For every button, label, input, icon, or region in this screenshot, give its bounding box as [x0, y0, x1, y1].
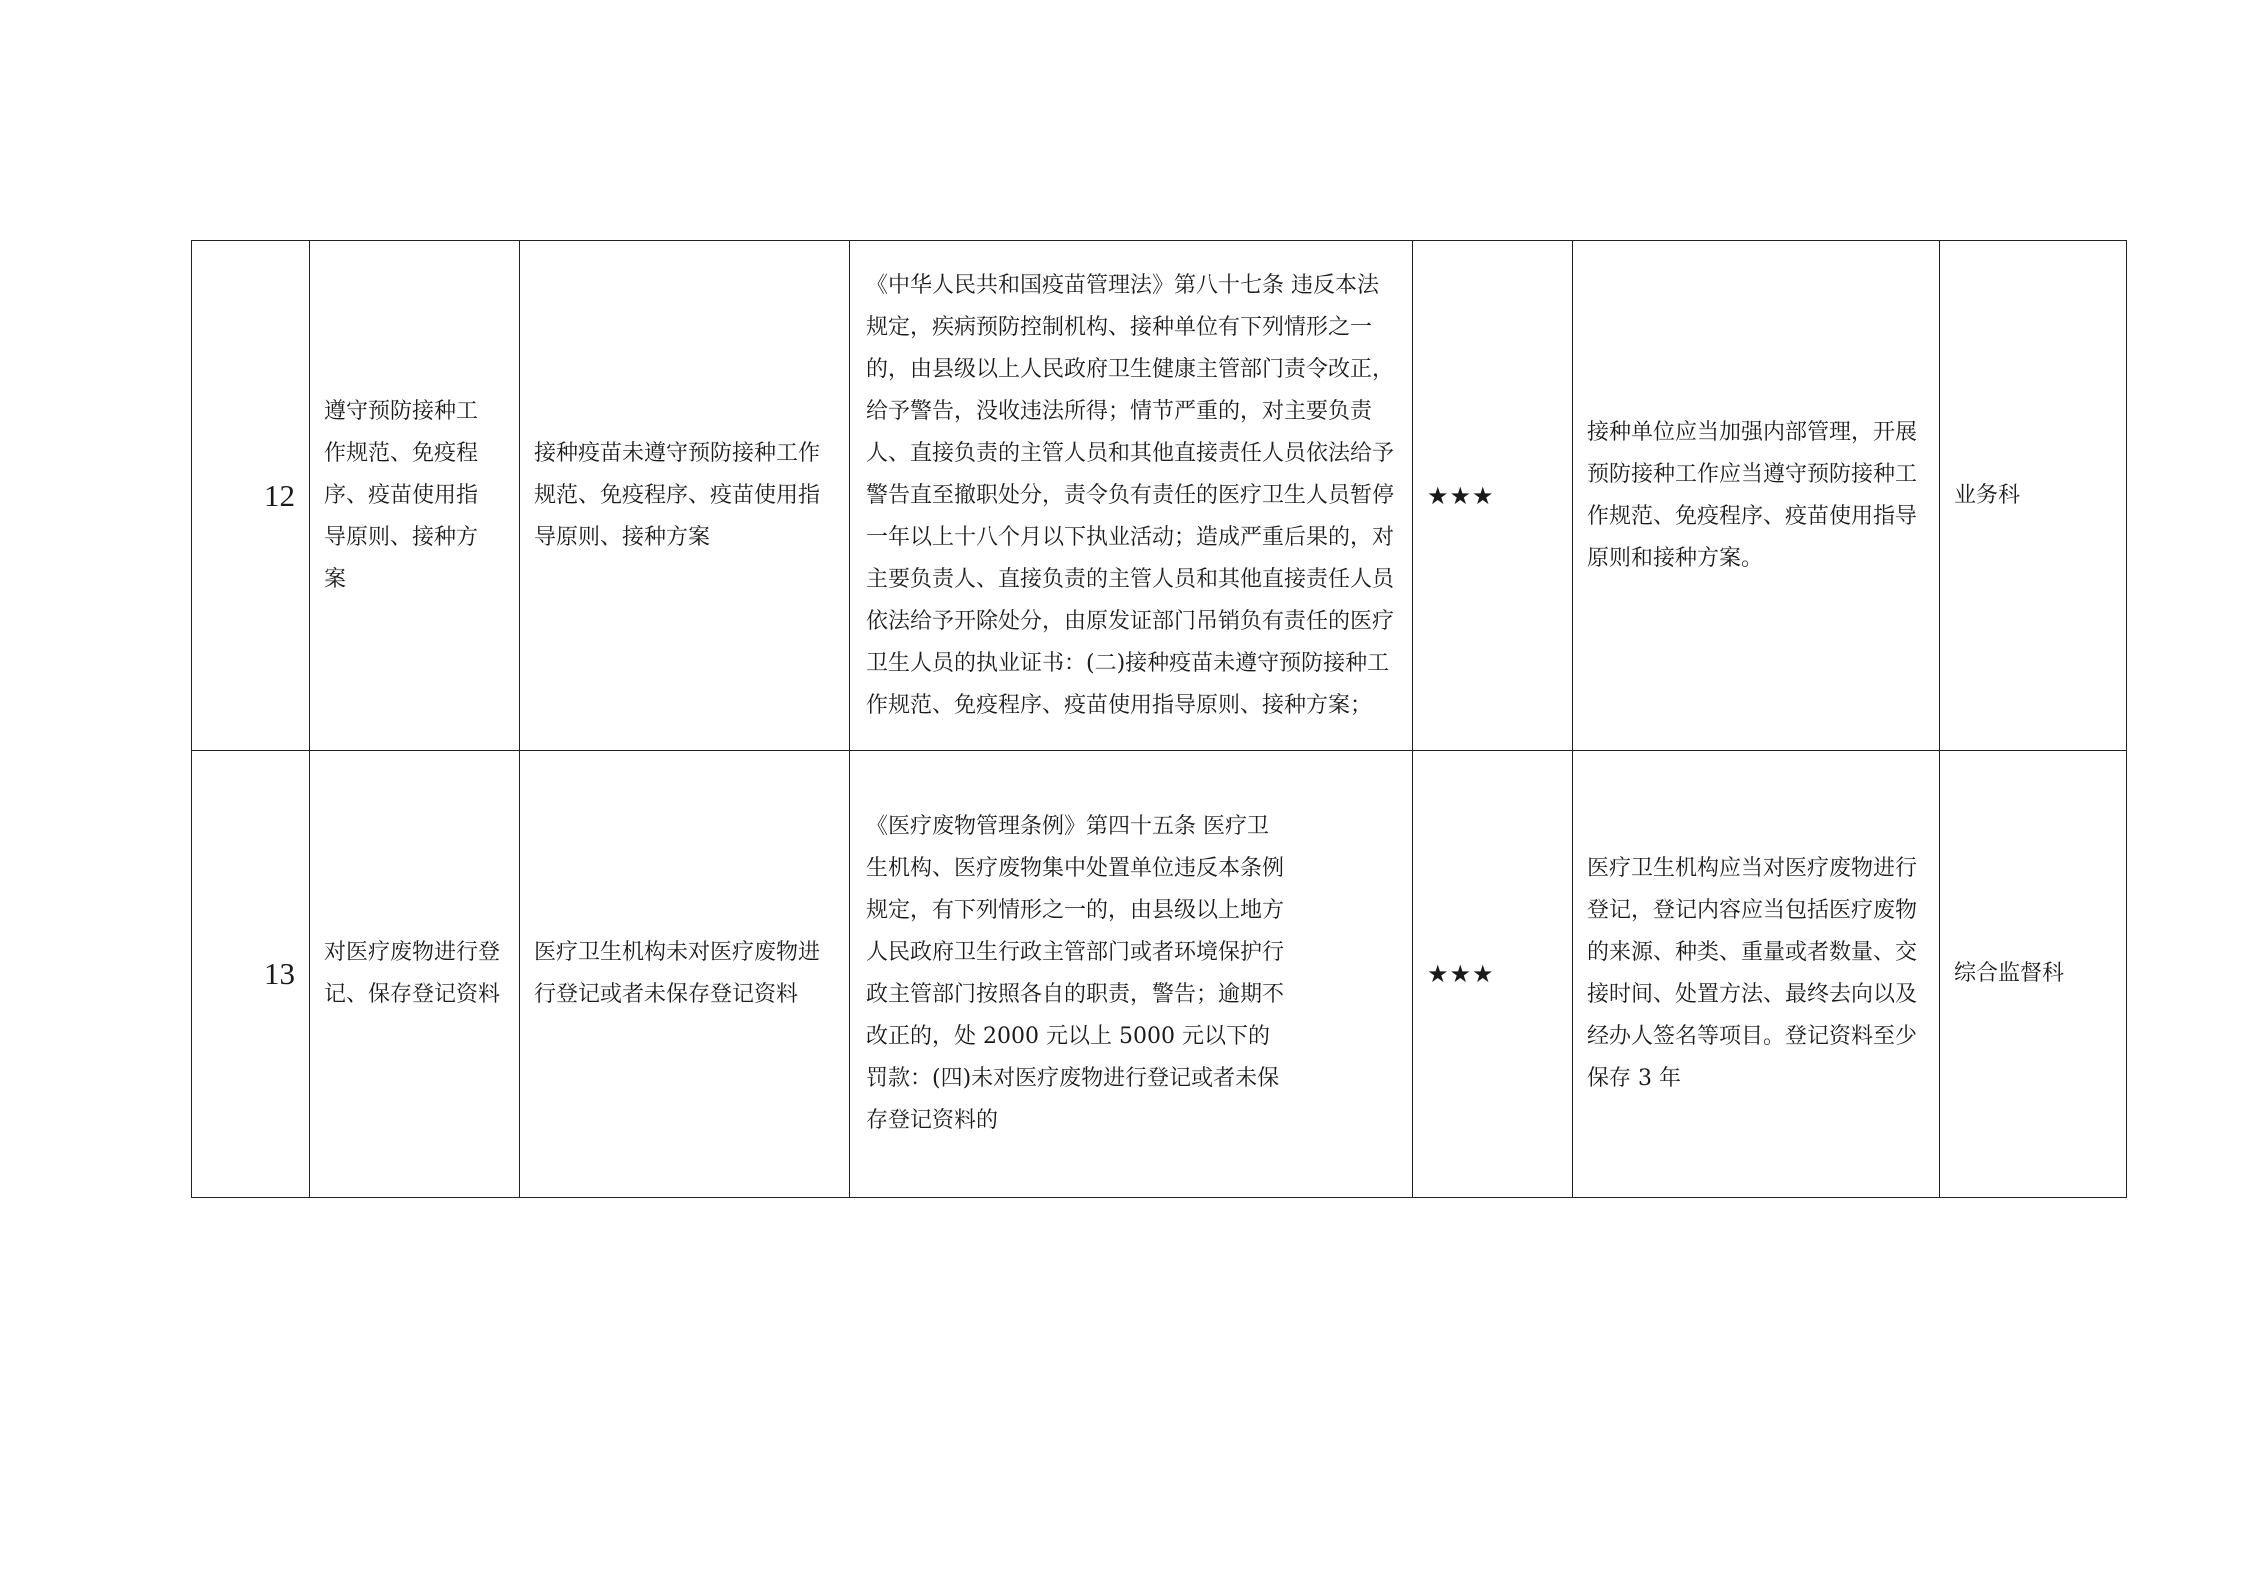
legal-basis-text: 《医疗废物管理条例》第四十五条 医疗卫生机构、医疗废物集中处置单位违反本条例规定，有下列情形之一的，由县级以上地方人民政府卫生行政主管部门或者环境保护行政主管部门按照各自的职责，警告；逾期不改正的，处 2000 元以上 5000 元以下的罚款：(四)未对医疗废物进行登记或者未保存登记资料的	[866, 814, 1285, 1133]
row-number: 13	[192, 751, 310, 1198]
inspection-item-text: 对医疗废物进行登记、保存登记资料	[324, 940, 501, 1007]
responsible-department: 综合监督科	[1940, 751, 2127, 1198]
inspection-item-text: 遵守预防接种工作规范、免疫程序、疫苗使用指导原则、接种方案	[324, 398, 479, 592]
violation-behavior	[520, 241, 850, 751]
violation-behavior-text: 医疗卫生机构未对医疗废物进行登记或者未保存登记资料	[534, 940, 821, 1007]
risk-level-stars: ★★★	[1413, 241, 1573, 751]
inspection-item	[310, 241, 520, 751]
legal-basis	[850, 241, 1413, 751]
table-row	[192, 241, 2127, 751]
compliance-guidance-text: 接种单位应当加强内部管理，开展预防接种工作应当遵守预防接种工作规范、免疫程序、疫苗使用指导原则和接种方案。	[1587, 419, 1918, 571]
risk-level-stars: ★★★	[1413, 751, 1573, 1198]
legal-basis	[850, 751, 1413, 1198]
inspection-item	[310, 751, 520, 1198]
compliance-guidance-text: 医疗卫生机构应当对医疗废物进行登记，登记内容应当包括医疗废物的来源、种类、重量或者数量、交接时间、处置方法、最终去向以及经办人签名等项目。登记资料至少保存 3 年	[1587, 856, 1918, 1091]
table-row	[192, 751, 2127, 1198]
row-number: 12	[192, 241, 310, 751]
violation-behavior-text: 接种疫苗未遵守预防接种工作规范、免疫程序、疫苗使用指导原则、接种方案	[534, 440, 821, 550]
regulation-table	[191, 240, 2127, 1198]
compliance-guidance	[1573, 241, 1940, 751]
violation-behavior	[520, 751, 850, 1198]
responsible-department: 业务科	[1940, 241, 2127, 751]
legal-basis-text: 《中华人民共和国疫苗管理法》第八十七条 违反本法规定，疾病预防控制机构、接种单位有下列情形之一的，由县级以上人民政府卫生健康主管部门责令改正，给予警告，没收违法所得；情节严重的，对主要负责人、直接负责的主管人员和其他直接责任人员依法给予警告直至撤职处分，责令负有责任的医疗卫生人员暂停一年以上十八个月以下执业活动；造成严重后果的，对主要负责人、直接负责的主管人员和其他直接责任人员依法给予开除处分，由原发证部门吊销负有责任的医疗卫生人员的执业证书：(二)接种疫苗未遵守预防接种工作规范、免疫程序、疫苗使用指导原则、接种方案；	[866, 272, 1395, 718]
compliance-guidance	[1573, 751, 1940, 1198]
